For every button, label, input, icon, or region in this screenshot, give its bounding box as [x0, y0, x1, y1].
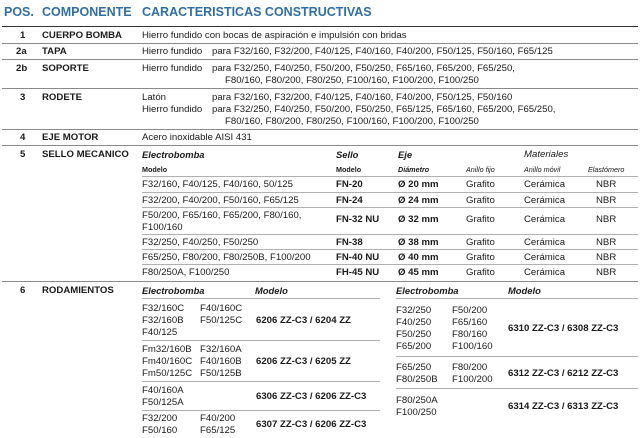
row-2a-models: para F32/160, F32/200, F40/125, F40/160, F40/200, F50/125, F50/160, F65/125	[212, 46, 553, 57]
bearing-l4-c1-2: F50/160	[142, 425, 178, 436]
seal-5-elast: NBR	[596, 252, 617, 263]
seal-4-models: F32/250, F40/250, F50/250	[142, 237, 259, 248]
row-divider	[2, 59, 638, 60]
seal-5-fijo: Grafito	[466, 252, 495, 263]
seal-6-sello: FH-45 NU	[336, 267, 380, 278]
seal-divider	[142, 192, 638, 193]
bearing-divider	[396, 356, 638, 357]
bearing-r1-model: 6310 ZZ-C3 / 6308 ZZ-C3	[508, 323, 619, 334]
bearing-l4-c2-1: F40/200	[200, 413, 236, 424]
bearing-r1-c2-1: F50/200	[452, 305, 488, 316]
seal-2-sello: FN-24	[336, 195, 363, 206]
row-3-pos: 3	[20, 92, 26, 103]
seal-1-eje: Ø 20 mm	[398, 179, 439, 190]
bearing-l4-model: 6307 ZZ-C3 / 6206 ZZ-C3	[256, 419, 367, 430]
header-pos: POS.	[4, 5, 34, 19]
bearing-divider	[142, 381, 380, 382]
row-2b-name: SOPORTE	[42, 63, 89, 74]
seal-2-fijo: Grafito	[466, 195, 495, 206]
seal-header-electrobomba: Electrobomba	[142, 149, 205, 160]
seal-3-models-1: F50/200, F65/160, F65/200, F80/160,	[142, 210, 302, 221]
seal-4-eje: Ø 38 mm	[398, 237, 439, 248]
bearing-divider	[396, 298, 638, 299]
bearing-l4-c2-2: F65/125	[200, 425, 236, 436]
bearing-right-header-electrobomba: Electrobomba	[396, 285, 459, 296]
bearing-l2-c1-3: Fm50/125C	[142, 368, 193, 379]
seal-6-eje: Ø 45 mm	[398, 267, 439, 278]
bearing-r2-model: 6312 ZZ-C3 / 6212 ZZ-C3	[508, 368, 619, 379]
row-4-name: EJE MOTOR	[42, 132, 99, 143]
bearing-right-header-modelo: Modelo	[508, 285, 541, 296]
seal-2-eje: Ø 24 mm	[398, 195, 439, 206]
row-2a-name: TAPA	[42, 46, 67, 57]
bearing-l4-c1-1: F32/200	[142, 413, 178, 424]
bearing-l2-c1-2: Fm40/160C	[142, 356, 193, 367]
seal-1-movil: Cerámica	[524, 179, 566, 190]
bearing-divider	[142, 298, 380, 299]
seal-4-elast: NBR	[596, 237, 617, 248]
seal-sub-diametro: Diámetro	[398, 165, 430, 174]
bearing-r1-c2-2: F65/160	[452, 317, 488, 328]
row-6-pos: 6	[20, 285, 26, 296]
bearing-r1-c1-3: F50/250	[396, 329, 432, 340]
bearing-r1-c2-3: F80/160	[452, 329, 488, 340]
bearing-l2-model: 6206 ZZ-C3 / 6205 ZZ	[256, 356, 351, 367]
bearing-r1-c1-4: F65/200	[396, 341, 432, 352]
row-divider	[2, 88, 638, 89]
row-divider	[2, 281, 638, 282]
header-componente: COMPONENTE	[42, 5, 132, 19]
seal-2-models: F32/200, F40/200, F50/160, F65/125	[142, 195, 299, 206]
bearing-l3-c1-2: F50/125A	[142, 397, 184, 408]
bearing-l1-model: 6206 ZZ-C3 / 6204 ZZ	[256, 315, 351, 326]
seal-6-models: F80/250A, F100/250	[142, 267, 230, 278]
seal-sub-anillo-fijo: Anillo fijo	[466, 165, 495, 174]
bearing-l2-c2-3: F50/125B	[200, 368, 242, 379]
row-2b-material: Hierro fundido	[142, 63, 203, 74]
row-2b-pos: 2b	[16, 63, 28, 74]
seal-sub-modelo: Modelo	[142, 165, 168, 174]
bearing-r3-model: 6314 ZZ-C3 / 6313 ZZ-C3	[508, 401, 619, 412]
bearing-divider	[142, 410, 380, 411]
seal-header-sello: Sello	[336, 149, 359, 160]
seal-3-sello: FN-32 NU	[336, 214, 380, 225]
bearing-r2-c1-2: F80/250B	[396, 374, 438, 385]
row-2b-line-2: F80/160, F80/200, F80/250, F100/160, F100/200, F100/250	[225, 75, 479, 86]
row-5-name: SELLO MECANICO	[42, 149, 129, 160]
seal-6-fijo: Grafito	[466, 267, 495, 278]
bearing-l2-c1-1: Fm32/160B	[142, 344, 192, 355]
seal-2-movil: Cerámica	[524, 195, 566, 206]
seal-6-elast: NBR	[596, 267, 617, 278]
bearing-left-header-electrobomba: Electrobomba	[142, 285, 205, 296]
seal-header-materiales: Materiales	[524, 149, 569, 160]
row-divider	[2, 145, 638, 146]
bearing-l1-c2-1: F40/160C	[200, 303, 243, 314]
bearing-divider	[142, 340, 380, 341]
seal-6-movil: Cerámica	[524, 267, 566, 278]
bearing-r3-c1-1: F80/250A	[396, 395, 438, 406]
seal-1-elast: NBR	[596, 179, 617, 190]
row-4-pos: 4	[20, 132, 26, 143]
seal-4-sello: FN-38	[336, 237, 363, 248]
seal-1-models: F32/160, F40/125, F40/160, 50/125	[142, 179, 293, 190]
row-divider	[2, 43, 638, 44]
seal-5-eje: Ø 40 mm	[398, 252, 439, 263]
bearing-l2-c2-2: F40/160B	[200, 356, 242, 367]
row-3-name: RODETE	[42, 92, 82, 103]
seal-divider	[142, 249, 638, 250]
bearing-r2-c2-2: F100/200	[452, 374, 493, 385]
bearing-l3-model: 6306 ZZ-C3 / 6206 ZZ-C3	[256, 391, 367, 402]
header-rule	[2, 26, 638, 27]
row-3-l2-material: Hierro fundido	[142, 104, 203, 115]
bearing-l2-c2-1: F32/160A	[200, 344, 242, 355]
row-1-name: CUERPO BOMBA	[42, 30, 122, 41]
row-6-name: RODAMIENTOS	[42, 285, 114, 296]
seal-divider	[142, 207, 638, 208]
bearing-r3-c1-2: F100/250	[396, 407, 437, 418]
seal-5-sello: FN-40 NU	[336, 252, 380, 263]
seal-divider	[142, 264, 638, 265]
bearing-l1-c1-1: F32/160C	[142, 303, 185, 314]
seal-2-elast: NBR	[596, 195, 617, 206]
row-1-pos: 1	[20, 30, 26, 41]
seal-4-movil: Cerámica	[524, 237, 566, 248]
bearing-r2-c1-1: F65/250	[396, 362, 432, 373]
header-caracteristicas: CARACTERISTICAS CONSTRUCTIVAS	[142, 5, 372, 19]
row-4-text: Acero inoxidable AISI 431	[142, 132, 252, 143]
row-1-text: Hierro fundido con bocas de aspiración e impulsión con bridas	[142, 30, 407, 41]
row-2b-line-1: para F32/250, F40/250, F50/200, F50/250, F65/160, F65/200, F65/250,	[212, 63, 515, 74]
row-3-l3: F80/160, F80/200, F80/250, F100/160, F100/200, F100/250	[225, 116, 479, 127]
seal-divider	[142, 176, 638, 177]
seal-3-fijo: Grafito	[466, 214, 495, 225]
row-5-pos: 5	[20, 149, 26, 160]
row-3-l1: para F32/160, F32/200, F40/125, F40/160, F40/200, F50/125, F50/160	[212, 92, 513, 103]
bearing-divider	[396, 388, 638, 389]
row-divider	[2, 129, 638, 130]
seal-3-movil: Cerámica	[524, 214, 566, 225]
seal-5-models: F65/250, F80/200, F80/250B, F100/200	[142, 252, 311, 263]
bearing-r1-c1-1: F32/250	[396, 305, 432, 316]
seal-4-fijo: Grafito	[466, 237, 495, 248]
seal-1-sello: FN-20	[336, 179, 363, 190]
bearing-left-header-modelo: Modelo	[255, 285, 288, 296]
row-2a-material: Hierro fundido	[142, 46, 203, 57]
seal-1-fijo: Grafito	[466, 179, 495, 190]
seal-divider	[142, 234, 638, 235]
seal-3-eje: Ø 32 mm	[398, 214, 439, 225]
bearing-l3-c1-1: F40/160A	[142, 385, 184, 396]
bearing-r1-c2-4: F100/160	[452, 341, 493, 352]
seal-sub-modelo-2: Modelo	[336, 165, 362, 174]
seal-sub-anillo-movil: Anillo móvil	[524, 165, 561, 174]
seal-3-models-2: F100/160	[142, 222, 183, 233]
row-2a-pos: 2a	[16, 46, 27, 57]
bearing-r1-c1-2: F40/250	[396, 317, 432, 328]
row-3-l1-material: Latón	[142, 92, 167, 103]
bearing-l1-c1-3: F40/125	[142, 327, 178, 338]
seal-header-eje: Eje	[398, 149, 413, 160]
seal-sub-elastomero: Elastómero	[588, 165, 625, 174]
row-3-l2: para F32/250, F40/250, F50/200, F50/250, F65/125, F65/160, F65/200, F65/250,	[212, 104, 556, 115]
seal-3-elast: NBR	[596, 214, 617, 225]
seal-5-movil: Cerámica	[524, 252, 566, 263]
bearing-l1-c1-2: F32/160B	[142, 315, 184, 326]
bearing-l1-c2-2: F50/125C	[200, 315, 243, 326]
bearing-r2-c2-1: F80/200	[452, 362, 488, 373]
